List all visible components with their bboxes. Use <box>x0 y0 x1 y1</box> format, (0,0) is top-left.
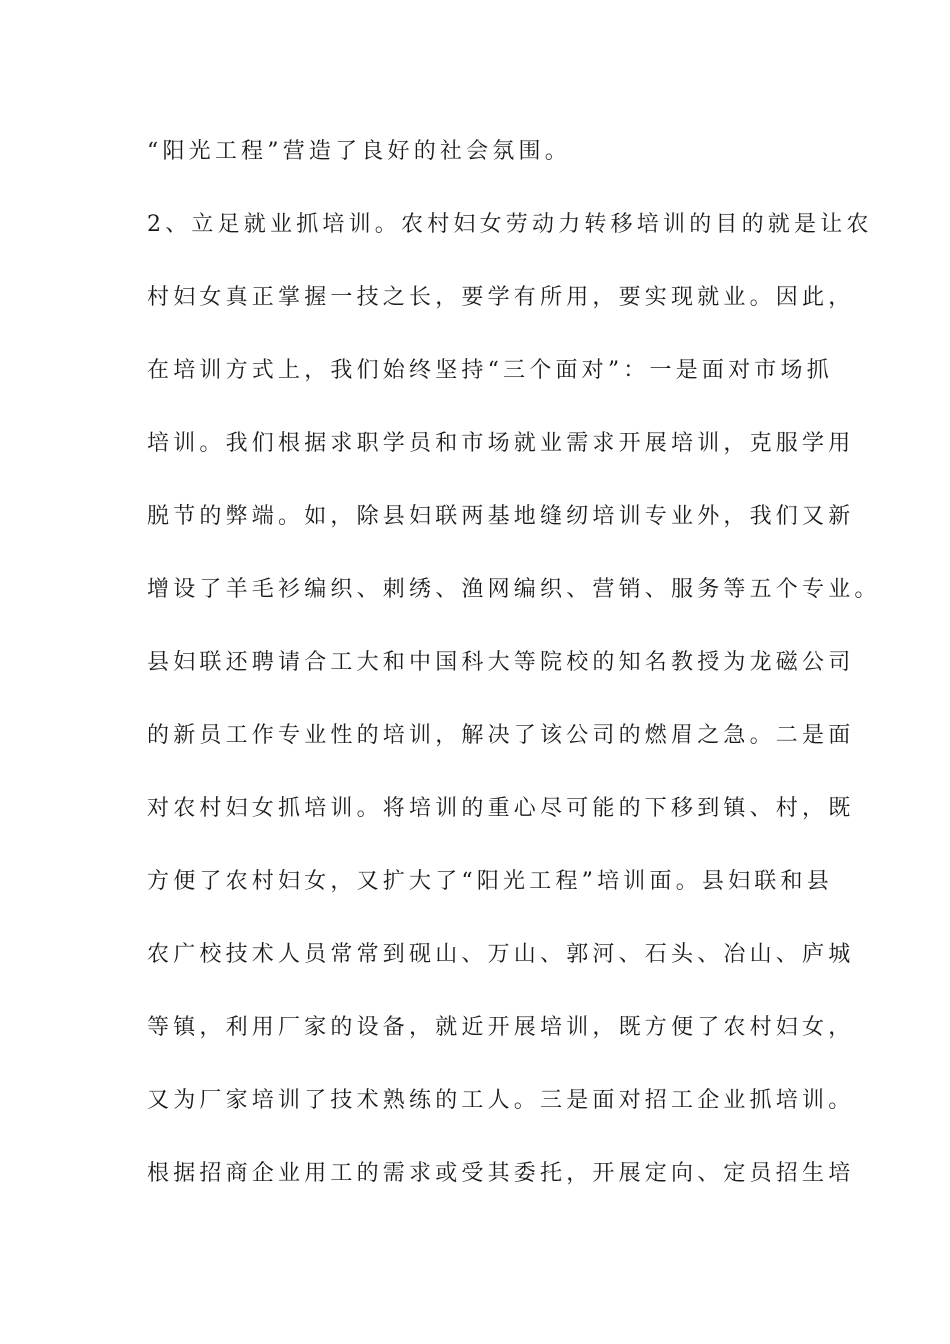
paragraph-line: 培训。我们根据求职学员和市场就业需求开展培训，克服学用 <box>147 431 855 456</box>
paragraph-line: 增设了羊毛衫编织、刺绣、渔网编织、营销、服务等五个专业。 <box>147 577 881 602</box>
paragraph-line: 的新员工作专业性的培训，解决了该公司的燃眉之急。二是面 <box>147 723 855 748</box>
paragraph-line: 等镇，利用厂家的设备，就近开展培训，既方便了农村妇女， <box>147 1015 855 1040</box>
paragraph-line: 村妇女真正掌握一技之长，要学有所用，要实现就业。因此， <box>147 285 855 310</box>
paragraph-line: 对农村妇女抓培训。将培训的重心尽可能的下移到镇、村，既 <box>147 796 855 821</box>
paragraph-line: 方便了农村妇女，又扩大了“阳光工程”培训面。县妇联和县 <box>147 869 833 894</box>
paragraph-line: 农广校技术人员常常到砚山、万山、郭河、石头、冶山、庐城 <box>147 942 855 967</box>
paragraph-line: 脱节的弊端。如，除县妇联两基地缝纫培训专业外，我们又新 <box>147 504 855 529</box>
paragraph-line: 在培训方式上，我们始终坚持“三个面对”：一是面对市场抓 <box>147 358 833 383</box>
paragraph-line: 又为厂家培训了技术熟练的工人。三是面对招工企业抓培训。 <box>147 1088 855 1113</box>
paragraph-line: 县妇联还聘请合工大和中国科大等院校的知名教授为龙磁公司 <box>147 650 855 675</box>
paragraph-line: 根据招商企业用工的需求或受其委托，开展定向、定员招生培 <box>147 1161 855 1186</box>
paragraph-line: 2、立足就业抓培训。农村妇女劳动力转移培训的目的就是让农 <box>147 212 873 237</box>
paragraph-line: “阳光工程”营造了良好的社会氛围。 <box>147 139 571 164</box>
